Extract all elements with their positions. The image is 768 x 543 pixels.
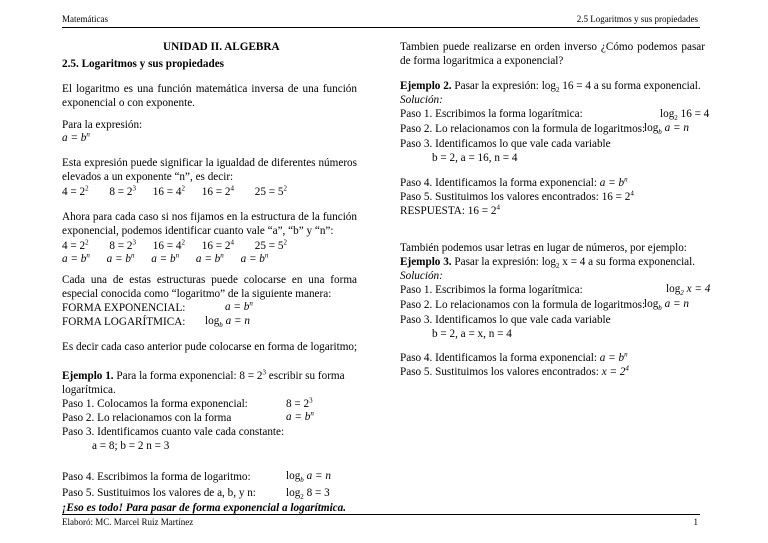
ej2-line: Ejemplo 2. Pasar la expresión: $\log_2 16 = 4$ a su forma exponencial. (400, 80, 701, 95)
ej3-step3: Paso 3. Identificamos lo que vale cada variable (400, 314, 611, 326)
structures-paragraph: Cada una de estas estructuras puede colocarse en una forma especial conocida como “logaritmo” de la siguiente manera: (62, 274, 357, 300)
ej1-line-2: logarítmica. (62, 384, 116, 396)
step1-value: $8 = 2^3$ (286, 396, 313, 410)
ej2-step2-value: $\log_b a = n$ (644, 122, 689, 137)
step3-label: Paso 3. Identificamos cuanto vale cada constante: (62, 426, 285, 438)
ej2-step1-value: $\log_2 16 = 4$ (660, 108, 710, 123)
ej2-step3-value: b = 2, a = 16, n = 4 (432, 152, 518, 164)
expr-formula: $a = b^n$ (62, 130, 90, 144)
section-title: 2.5. Logaritmos y sus propiedades (62, 58, 225, 70)
solucion-label: Solución: (400, 94, 443, 106)
header-right: 2.5 Logaritmos y sus propiedades (576, 14, 698, 24)
letters-text: También podemos usar letras en lugar de números, por ejemplo: (400, 242, 687, 254)
ej3-line: Ejemplo 3. Pasar la expresión: $\log_2 x = 4$ a su forma exponencial. (400, 256, 696, 271)
ej2-answer: RESPUESTA: $16 = 2^4$ (400, 203, 500, 217)
examples-row-2: $4 = 2^2$ $8 = 2^3$ $16 = 4^2$ $16 = 2^4$ $25 = 5^2$ (62, 238, 287, 252)
intro-paragraph: El logaritmo es una función matemática inversa de una función exponencial o con exponente. (62, 83, 357, 109)
ej2-step2: Paso 2. Lo relacionamos con la formula de logaritmos: (400, 123, 646, 135)
header-rule (62, 27, 700, 28)
meaning-paragraph: Esta expresión puede significar la igualdad de diferentes números elevados a un exponente “n”, es decir: (62, 157, 357, 183)
inverse-paragraph: Tambien puede realizarse en orden inverso ¿Cómo podemos pasar de forma logaritmica a exponencial? (400, 41, 705, 67)
ej2-step4: Paso 4. Identificamos la forma exponencial: $a = b^n$ (400, 175, 628, 189)
page-number: 1 (693, 517, 698, 527)
ej3-step2-value: $\log_b a = n$ (644, 298, 689, 313)
ej3-step1: Paso 1. Escribimos la forma logarítmica: (400, 284, 583, 296)
header-left: Matemáticas (62, 14, 108, 24)
ej3-step5: Paso 5. Sustituimos los valores encontrados: $x = 2^4$ (400, 364, 629, 378)
footer-author: Elaboró: MC. Marcel Ruiz Martínez (62, 517, 194, 527)
step1-label: Paso 1. Colocamos la forma exponencial: (62, 398, 248, 410)
step4-label: Paso 4. Escribimos la forma de logaritmo: (62, 471, 251, 483)
ej3-step2: Paso 2. Lo relacionamos con la formula de logaritmos: (400, 299, 646, 311)
examples-row: $4 = 2^2$ $8 = 2^3$ $16 = 4^2$ $16 = 2^4$ $25 = 5^2$ (62, 184, 287, 198)
generic-row: $a = b^n$ $a = b^n$ $a = b^n$ $a = b^n$ $a = b^n$ (62, 251, 269, 265)
form-exp-label: FORMA EXPONENCIAL: (62, 302, 186, 314)
step5-value: $\log_2 8 = 3$ (286, 487, 330, 502)
form-log-label: FORMA LOGARÍTMICA: (62, 316, 186, 328)
step4-value: $\log_b a = n$ (286, 470, 331, 485)
form-log-value: $\log_b a = n$ (205, 315, 250, 330)
solucion-label-2: Solución: (400, 270, 443, 282)
step5-label: Paso 5. Sustituimos los valores de a, b, y n: (62, 487, 256, 499)
ej3-step3-value: b = 2, a = x, n = 4 (432, 328, 512, 340)
ej2-step5: Paso 5. Sustituimos los valores encontrados: $16 = 2^4$ (400, 189, 634, 203)
step3-value: a = 8; b = 2 n = 3 (92, 440, 170, 452)
form-exp-value: $a = b^n$ (225, 299, 253, 313)
ej3-step1-value: $\log_2 x = 4$ (666, 283, 711, 298)
observe-paragraph: Ahora para cada caso si nos fijamos en la estructura de la función exponencial, podemos identificar cuanto vale “a”, “b” y “n”: (62, 211, 357, 237)
step2-label: Paso 2. Lo relacionamos con la forma (62, 412, 232, 424)
unit-title: UNIDAD II. ALGEBRA (163, 41, 280, 53)
ej1-line: Ejemplo 1. Para la forma exponencial: $8 = 2^3$ escribir su forma (62, 368, 345, 382)
ej3-step4: Paso 4. Identificamos la forma exponencial: $a = b^n$ (400, 350, 628, 364)
each-case-text: Es decir cada caso anterior pude colocarse en forma de logaritmo; (62, 341, 358, 353)
step2-value: $a = b^n$ (286, 409, 314, 423)
footer-rule (62, 514, 700, 515)
ej2-step3: Paso 3. Identificamos lo que vale cada variable (400, 138, 611, 150)
ej2-step1: Paso 1. Escribimos la forma logarítmica: (400, 108, 583, 120)
expr-label: Para la expresión: (62, 119, 143, 131)
closing-text: ¡Eso es todo! Para pasar de forma exponencial a logarítmica. (62, 502, 347, 514)
